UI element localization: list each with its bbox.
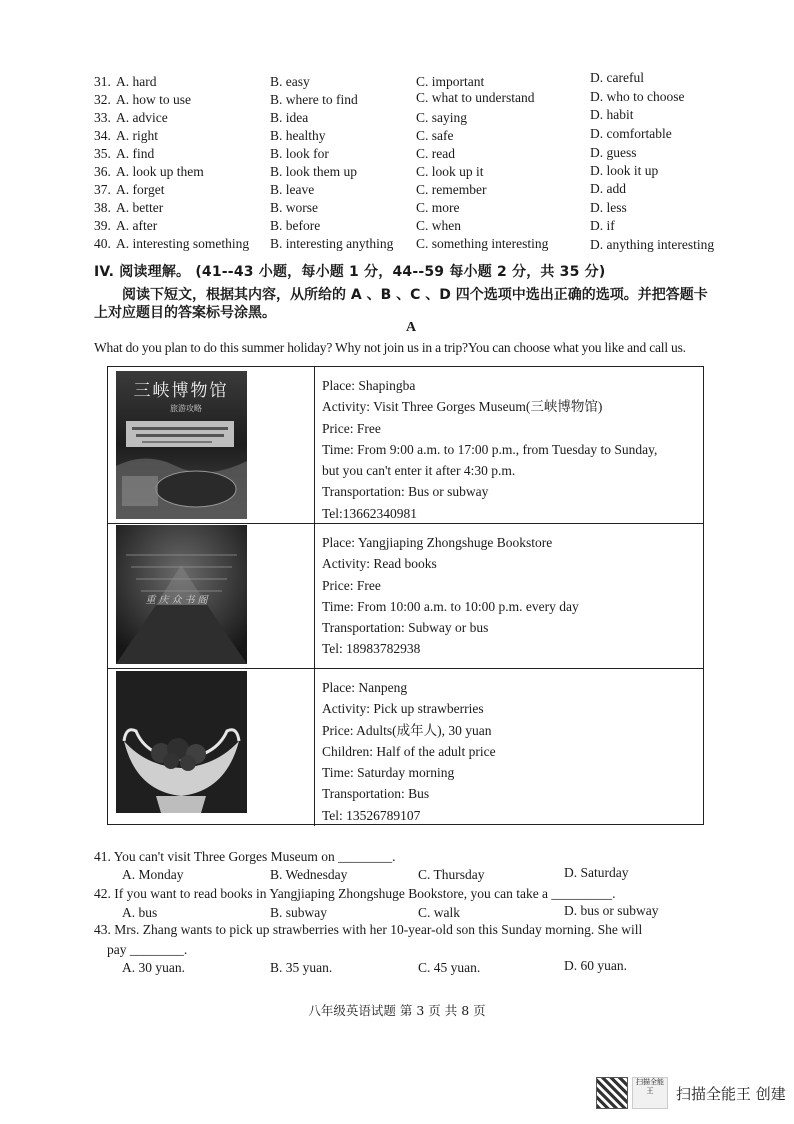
mc-number: 32. (94, 92, 111, 107)
picture-cell (108, 367, 315, 523)
question-42-stem: 42. If you want to read books in Yangjiaping Zhongshuge Bookstore, you can take a _________. (94, 886, 616, 901)
ad-tel: Tel: 13526789107 (322, 807, 421, 823)
strawberries-photo (116, 671, 247, 813)
question-41-options (122, 867, 742, 885)
ad-transportation: Transportation: Bus or subway (322, 484, 489, 500)
mc-option-c: C. when (416, 218, 461, 233)
table-row-strawberries (108, 668, 703, 826)
ad-time: Time: Saturday morning (322, 765, 455, 781)
option-d: D. 60 yuan. (564, 958, 627, 973)
mc-option-b: B. where to find (270, 92, 358, 107)
ad-info-museum (322, 375, 657, 524)
mc-option-a: A. look up them (116, 164, 204, 179)
question-43-stem-continued: pay ________. (107, 942, 188, 957)
section-title: IV. 阅读理解。 (94, 264, 191, 280)
mc-option-c: C. something interesting (416, 236, 549, 251)
mc-option-c: C. more (416, 200, 460, 215)
mc-option-c: C. what to understand (416, 90, 535, 105)
museum-photo-subtitle: 旅游攻略 (170, 404, 202, 413)
mc-option-c: C. look up it (416, 164, 484, 179)
mc-option-c: C. remember (416, 182, 487, 197)
mc-row-39 (94, 218, 744, 236)
picture-cell (108, 524, 315, 668)
option-a: A. bus (122, 905, 158, 920)
mc-option-a: A. after (116, 218, 158, 233)
mc-option-a: A. hard (116, 74, 157, 89)
bookstore-photo-title: 重庆众书阁 (145, 595, 211, 606)
option-d: D. bus or subway (564, 903, 659, 918)
mc-row-34 (94, 128, 744, 146)
mc-option-b: B. idea (270, 110, 309, 125)
mc-number: 38. (94, 200, 111, 215)
option-b: B. 35 yuan. (270, 960, 333, 975)
ad-transportation: Transportation: Subway or bus (322, 620, 489, 636)
scanner-logo: 扫描全能王 (632, 1077, 668, 1109)
mc-option-d: D. comfortable (590, 126, 672, 141)
ad-place: Place: Nanpeng (322, 680, 408, 695)
museum-photo-title: 三峡博物馆 (133, 381, 229, 401)
mc-option-b: B. look for (270, 146, 329, 161)
mc-option-a: A. forget (116, 182, 165, 197)
mc-option-a: A. find (116, 146, 155, 161)
question-42-options (122, 905, 742, 923)
option-b: B. subway (270, 905, 327, 920)
mc-number: 37. (94, 182, 111, 197)
mc-option-c: C. saying (416, 110, 468, 125)
ad-activity: Activity: Pick up strawberries (322, 701, 484, 717)
ad-time-note: but you can't enter it after 4:30 p.m. (322, 463, 516, 479)
mc-number: 40. (94, 236, 111, 251)
mc-row-32 (94, 89, 744, 110)
ad-place: Place: Shapingba (322, 378, 416, 393)
mc-option-d: D. careful (590, 70, 644, 85)
passage-intro: What do you plan to do this summer holiday? Why not join us in a trip?You can choose what you like and call us. (94, 340, 686, 355)
option-c: C. walk (418, 905, 460, 920)
table-row-museum (108, 367, 703, 523)
mc-option-d: D. anything interesting (590, 237, 715, 252)
mc-option-a: A. interesting something (116, 236, 250, 251)
option-a: A. 30 yuan. (122, 960, 185, 975)
mc-row-36 (94, 164, 744, 182)
ad-place: Place: Yangjiaping Zhongshuge Bookstore (322, 535, 553, 550)
mc-option-a: A. better (116, 200, 164, 215)
ad-info-bookstore (322, 532, 579, 660)
ad-info-strawberries (322, 677, 496, 826)
section-heading (94, 261, 605, 281)
mc-option-b: B. leave (270, 182, 315, 197)
mc-option-a: A. advice (116, 110, 168, 125)
bookstore-photo (116, 525, 247, 664)
qr-code-icon (596, 1077, 628, 1109)
mc-option-b: B. worse (270, 200, 318, 215)
mc-option-d: D. look it up (590, 163, 659, 178)
mc-row-38 (94, 200, 744, 218)
activities-table (107, 366, 704, 825)
mc-option-b: B. easy (270, 74, 310, 89)
mc-number: 35. (94, 146, 111, 161)
question-41-stem: 41. You can't visit Three Gorges Museum on ________. (94, 849, 396, 864)
mc-option-d: D. habit (590, 107, 634, 122)
ad-price: Price: Free (322, 577, 381, 593)
ad-time: Time: From 10:00 a.m. to 10:00 p.m. every day (322, 598, 579, 614)
passage-label: A (405, 320, 417, 335)
ad-tel: Tel:13662340981 (322, 505, 418, 521)
mc-option-c: C. read (416, 146, 455, 161)
mc-option-d: D. add (590, 181, 626, 196)
mc-option-c: C. important (416, 74, 485, 89)
scanner-watermark-text: 扫描全能王 创建 (676, 1084, 786, 1103)
ad-price: Price: Free (322, 420, 381, 436)
ad-activity: Activity: Visit Three Gorges Museum(三峡博物馆) (322, 399, 603, 415)
mc-option-a: A. how to use (116, 92, 191, 107)
page-footer: 八年级英语试题 第 3 页 共 8 页 (308, 1003, 486, 1018)
mc-option-d: D. who to choose (590, 89, 685, 104)
ad-transportation: Transportation: Bus (322, 786, 430, 802)
question-43-options (122, 960, 742, 978)
option-c: C. 45 yuan. (418, 960, 481, 975)
mc-option-a: A. right (116, 128, 158, 143)
mc-row-40 (94, 236, 744, 254)
ad-children-price: Children: Half of the adult price (322, 743, 496, 759)
mc-number: 33. (94, 110, 111, 125)
mc-row-35 (94, 146, 744, 164)
ad-tel: Tel: 18983782938 (322, 641, 421, 657)
instruction-line-1: 阅读下短文，根据其内容，从所给的 A 、B 、C 、D 四个选项中选出正确的选项。并把答题卡 (122, 287, 708, 303)
table-row-bookstore (108, 523, 703, 668)
museum-photo (116, 371, 247, 519)
option-a: A. Monday (122, 867, 184, 882)
mc-option-b: B. interesting anything (270, 236, 394, 251)
mc-option-c: C. safe (416, 128, 454, 143)
option-c: C. Thursday (418, 867, 485, 882)
mc-option-b: B. look them up (270, 164, 357, 179)
mc-option-d: D. if (590, 218, 615, 233)
section-scoring: (41--43 小题，每小题 1 分，44--59 每小题 2 分，共 35 分) (195, 264, 606, 280)
mc-number: 31. (94, 74, 111, 89)
mc-number: 34. (94, 128, 111, 143)
scanner-watermark (596, 1076, 786, 1110)
option-b: B. Wednesday (270, 867, 348, 882)
ad-activity: Activity: Read books (322, 556, 437, 572)
mc-row-37 (94, 182, 744, 200)
instruction-line-2: 上对应题目的答案标号涂黑。 (94, 305, 276, 321)
ad-time: Time: From 9:00 a.m. to 17:00 p.m., from Tuesday to Sunday, (322, 441, 658, 457)
mc-number: 36. (94, 164, 111, 179)
mc-option-d: D. less (590, 200, 627, 215)
question-43-stem: 43. Mrs. Zhang wants to pick up strawberries with her 10-year-old son this Sunday morning. She will (94, 922, 643, 937)
mc-number: 39. (94, 218, 111, 233)
option-d: D. Saturday (564, 865, 629, 880)
mc-option-b: B. healthy (270, 128, 326, 143)
mc-option-b: B. before (270, 218, 321, 233)
mc-option-d: D. guess (590, 145, 637, 160)
ad-price: Price: Adults(成年人), 30 yuan (322, 722, 492, 738)
picture-cell (108, 669, 315, 826)
